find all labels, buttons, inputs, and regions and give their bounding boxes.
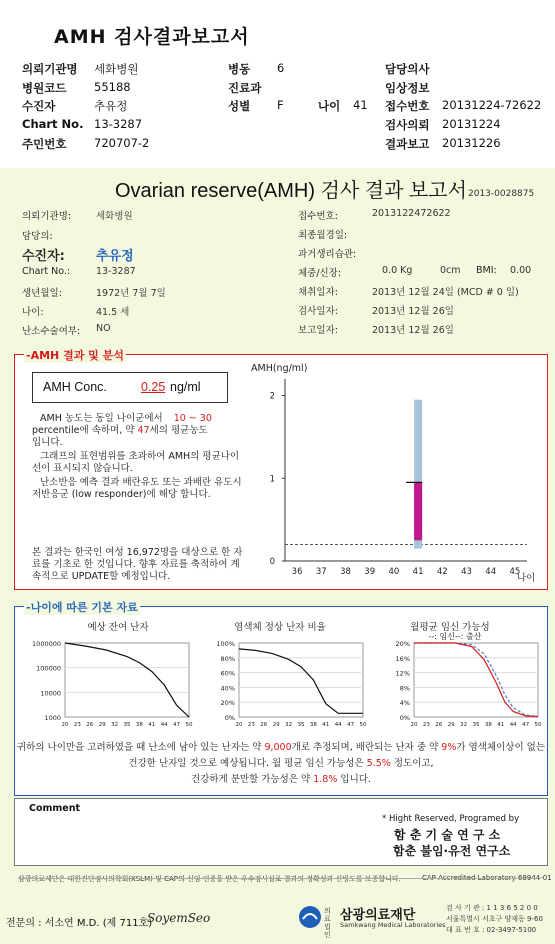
summary-k: 입니다. [340, 774, 371, 785]
mini-xtick-label: 38 [135, 722, 143, 728]
mini-xtick-label: 50 [185, 722, 193, 728]
chart-no-value: 13-3287 [94, 117, 143, 131]
sec2-title-text: 나이에 따른 기본 자료 [30, 601, 138, 614]
sec1-title-text: AMH 결과 및 분석 [30, 349, 124, 362]
r-surgery-label: 난소수술여부: [22, 326, 81, 337]
mini-ytick-label: 1000 [44, 714, 61, 722]
r-height-value: 0cm [440, 265, 461, 276]
amh-chart-xlabel: 나이 [517, 573, 536, 584]
chart-no-label: Chart No. [22, 117, 84, 131]
receipt-label: 접수번호 [385, 99, 430, 113]
institution-label: 의뢰기관명 [22, 62, 78, 76]
patient-value: 추유정 [94, 99, 128, 113]
amh-chart-patient-bar [414, 482, 422, 540]
mini-ytick-label: 12% [395, 669, 410, 678]
signature: SoyemSeo [147, 911, 211, 925]
hospital-code-value: 55188 [94, 80, 131, 94]
mini-xtick-label: 35 [472, 722, 480, 728]
mini-plot-frame [239, 643, 363, 717]
specialist-name: 전문의 : 서소연 M.D. (제 711호) [6, 918, 153, 929]
mini-xtick-label: 50 [359, 722, 367, 728]
desc1-age: 47 [137, 425, 150, 436]
mini-xtick-label: 38 [484, 722, 492, 728]
r-institution-label: 의뢰기관명: [22, 211, 72, 222]
cap-accreditation: CAP Accredited Laboratory 69944-01 [422, 874, 552, 882]
mini-xtick-label: 44 [160, 722, 168, 728]
mini-xtick-label: 50 [534, 722, 542, 728]
chart2-title: 염색체 정상 난자 비율 [234, 622, 326, 633]
mini-xtick-label: 44 [509, 722, 517, 728]
r-age-label: 나이: [22, 307, 44, 318]
org-prefix: 의료 법인 [324, 907, 331, 939]
top-header [0, 0, 555, 168]
clinical-label: 임상정보 [385, 81, 430, 95]
mini-xtick-label: 26 [435, 722, 443, 728]
report-number: 2013-0028875 [468, 189, 535, 199]
mini-ytick-label: 100000 [36, 664, 61, 673]
amh-chart-xtick-label: 40 [388, 567, 400, 577]
amh-conc-label: AMH Conc. [43, 380, 107, 394]
mini-plot-frame [65, 643, 189, 717]
r-bmi-label: BMI: [476, 265, 497, 276]
summary-a: 귀하의 나이만을 고려하였을 때 난소에 남아 있는 난자는 약 [16, 742, 262, 753]
amh-report [0, 168, 555, 944]
mini-ytick-label: 0% [399, 714, 410, 722]
r-test-label: 검사일자: [298, 306, 338, 317]
request-label: 검사의뢰 [385, 118, 430, 132]
summary-normal: 9% [441, 742, 457, 753]
mini-ytick-label: 1000000 [32, 640, 61, 648]
r-weight-label: 체중/신장: [298, 268, 342, 279]
summary-h: 정도이고, [393, 758, 434, 769]
r-collect-label: 채취일자: [298, 287, 338, 298]
amh-chart-xtick-label: 37 [315, 567, 327, 577]
amh-chart-xtick-label: 45 [509, 567, 521, 577]
mini-xtick-label: 32 [285, 722, 293, 728]
chart3-title: 월평균 임신 가능성 [410, 622, 490, 633]
sec1-title: -AMH 결과 및 분석 [26, 349, 124, 362]
mini-ytick-label: 4% [399, 699, 410, 708]
mini-xtick-label: 38 [309, 722, 317, 728]
amh-chart-marks [270, 392, 527, 577]
patient-label: 수진자 [22, 99, 56, 113]
amh-chart-ylabel: AMH(ng/ml) [251, 363, 308, 374]
amh-chart-xtick-label: 39 [364, 567, 376, 577]
desc1-text-f: 입니다. [32, 437, 63, 448]
mini-ytick-label: 80% [220, 654, 235, 663]
mini-ytick-label: 40% [220, 684, 235, 693]
amh-note: 본 결과는 한국인 여성 16,972명을 대상으로 한 자료를 기초로 한 것입니다. 향후 자료를 축적하여 계속적으로 UPDATE할 예정입니다. [32, 547, 243, 582]
age-value: 41 [353, 98, 368, 112]
mini-ytick-label: 20% [395, 640, 410, 648]
mini-ytick-label: 10000 [40, 689, 61, 698]
amh-chart-xtick-label: 43 [461, 567, 472, 577]
summary-f: 가 염색체이상이 없는 건강한 난자일 것으로 예상됩니다. 월 평균 임신 가능성은 [128, 742, 546, 769]
footer-divider [18, 878, 538, 879]
contact-3: 대 표 번 호 : 02-3497-5100 [446, 926, 537, 934]
mini2-marks [216, 640, 367, 728]
mini-xtick-label: 26 [86, 722, 94, 728]
report-label: 결과보고 [385, 137, 430, 151]
mini-xtick-label: 29 [272, 722, 280, 728]
r-chart-value: 13-3287 [96, 266, 136, 277]
r-surgery-value: NO [96, 323, 111, 334]
sex-value: F [277, 98, 284, 112]
desc1-text-e: 세의 평균농도 [149, 425, 208, 436]
contact-1: 검 사 기 관 : 1 1 3 6 5 2 0 0 [446, 904, 538, 912]
amh-conc-box [32, 372, 228, 403]
r-age-value: 41.5 세 [96, 307, 130, 318]
mini1-marks [32, 640, 193, 728]
remaining-eggs-chart [21, 635, 193, 735]
mini-xtick-label: 47 [173, 722, 181, 728]
foundation-logo-icon [298, 905, 322, 929]
mini-ytick-label: 8% [399, 684, 410, 693]
hospital-code-label: 병원코드 [22, 81, 67, 95]
mini-xtick-label: 23 [422, 722, 430, 728]
r-birth-label: 생년월일: [22, 288, 62, 299]
r-patient-value: 추유정 [96, 249, 134, 264]
report-title: Ovarian reserve(AMH) 검사 결과 보고서 [115, 180, 467, 202]
mini-ytick-label: 100% [216, 640, 235, 648]
mini-xtick-label: 23 [73, 722, 81, 728]
dept-label: 진료과 [228, 81, 262, 95]
mini-xtick-label: 41 [322, 722, 330, 728]
amh-chart-xtick-label: 38 [340, 567, 351, 577]
normal-egg-chart [195, 635, 367, 735]
chart3-legend-a: --: 임신-- [428, 632, 461, 641]
summary-i: 건강하게 분만할 가능성은 약 [191, 774, 311, 785]
amh-chart-ytick-label: 0 [269, 557, 275, 567]
summary-d: 약 [429, 742, 439, 753]
amh-chart-xtick-label: 42 [436, 567, 448, 577]
r-birth-value: 1972년 7월 7일 [96, 288, 166, 299]
request-value: 20131224 [442, 117, 501, 131]
r-receipt-value: 2013122472622 [372, 208, 451, 219]
mini-xtick-label: 23 [247, 722, 255, 728]
r-institution-value: 세화병원 [96, 211, 133, 222]
amh-chart-ytick-label: 1 [269, 474, 275, 485]
page-title: AMH 검사결과보고서 [54, 26, 250, 48]
mini3-marks [396, 640, 542, 728]
mini-xtick-label: 20 [410, 722, 418, 728]
desc1-percentile: 10 ~ 30 [173, 413, 212, 424]
r-test-value: 2013년 12월 26일 [372, 306, 454, 317]
amh-age-chart [251, 361, 545, 587]
chart3-legend-b: : 출산 [460, 632, 482, 641]
mini-xtick-label: 26 [260, 722, 268, 728]
org-name: 삼광의료재단 [340, 908, 416, 923]
lab1-name: 함 춘 기 술 연 구 소 [394, 828, 501, 842]
r-lmp-label: 최종월경일: [298, 230, 348, 241]
mini-xtick-label: 20 [235, 722, 243, 728]
mini-xtick-label: 47 [347, 722, 355, 728]
sex-label: 성별 [228, 99, 251, 113]
certification-note: 삼광의료재단은 대한진단검사의학회(KSLM) 및 CAP의 신임 인증을 받은 우수검사실로 결과의 정확성과 신빙도를 보증합니다. [18, 875, 401, 883]
chart1-title: 예상 잔여 난자 [87, 622, 149, 633]
mini-xtick-label: 29 [447, 722, 455, 728]
r-report-value: 2013년 12월 26일 [372, 325, 454, 336]
mini-ytick-label: 60% [220, 669, 235, 678]
amh-result-section [14, 354, 548, 590]
r-receipt-label: 접수번호: [298, 211, 338, 222]
summary-pregnancy: 5.5% [366, 758, 391, 769]
mini-xtick-label: 35 [297, 722, 305, 728]
age-label: 나이 [318, 99, 341, 113]
summary-birth: 1.8% [313, 774, 338, 785]
report-value: 20131226 [442, 136, 501, 150]
amh-desc-1 [32, 413, 242, 449]
pregnancy-chart [370, 635, 542, 735]
ward-label: 병동 [228, 62, 251, 76]
r-collect-value: 2013년 12월 24일 (MCD # 0 일) [372, 287, 519, 298]
r-history-label: 과거생리습관: [298, 249, 357, 260]
amh-chart-ytick-label: 2 [269, 391, 275, 402]
desc1-text-a: AMH 농도는 동일 나이군에서 [40, 413, 163, 424]
r-weight-value: 0.0 Kg [382, 265, 413, 276]
doctor-label: 담당의사 [385, 62, 430, 76]
amh-chart-xtick-label: 41 [412, 567, 424, 577]
resident-no-label: 주민번호 [22, 137, 67, 151]
mini-xtick-label: 35 [123, 722, 131, 728]
r-report-label: 보고일자: [298, 325, 338, 336]
mini-xtick-label: 20 [61, 722, 69, 728]
receipt-value: 20131224-72622 [442, 98, 542, 112]
mini-xtick-label: 41 [497, 722, 505, 728]
amh-conc-unit: ng/ml [170, 380, 201, 394]
r-patient-label: 수진자: [22, 249, 65, 264]
institution-value: 세화병원 [94, 62, 139, 76]
mini-xtick-label: 47 [522, 722, 530, 728]
mini-xtick-label: 32 [111, 722, 119, 728]
mini-plot-frame [414, 643, 538, 717]
r-doctor-label: 담당의: [22, 231, 53, 242]
r-bmi-value: 0.00 [510, 265, 532, 276]
mini-ytick-label: 20% [220, 699, 235, 708]
amh-conc-value: 0.25 [141, 380, 166, 394]
amh-desc-3: 난소반응 예측 결과 배란유도 또는 과배란 유도시 저반응군 (low responder)에 해당 합니다. [32, 477, 242, 500]
amh-chart-xtick-label: 36 [291, 567, 303, 577]
mini-xtick-label: 32 [460, 722, 468, 728]
ward-value: 6 [277, 61, 285, 75]
sec2-title: -나이에 따른 기본 자료 [26, 601, 138, 614]
mini-xtick-label: 29 [98, 722, 106, 728]
resident-no-value: 720707-2 [94, 136, 150, 150]
r-chart-label: Chart No.: [22, 266, 71, 277]
org-english: Samkwang Medical Laboratories [340, 921, 446, 929]
summary-text [14, 740, 548, 788]
summary-eggs: 9,000 [264, 742, 292, 753]
mini-xtick-label: 44 [334, 722, 342, 728]
comment-label: Comment [29, 803, 81, 814]
mini-ytick-label: 16% [395, 654, 410, 663]
rights-text: * Hight Reserved, Programed by [382, 814, 520, 824]
contact-2: 서울특별시 서초구 양재동 9-60 [446, 915, 543, 923]
lab2-name: 함춘 불임·유전 연구소 [393, 844, 511, 858]
summary-c: 개로 추정되며, 배란되는 난자 중 [291, 742, 427, 753]
amh-desc-2: 그래프의 표현범위를 초과하여 AMH의 평균나이선이 표시되지 않습니다. [32, 451, 240, 474]
mini-ytick-label: 0% [224, 714, 235, 722]
desc1-text-c: percentile에 속하며, 약 [32, 425, 135, 436]
mini-xtick-label: 41 [148, 722, 156, 728]
amh-chart-xtick-label: 44 [485, 567, 497, 577]
